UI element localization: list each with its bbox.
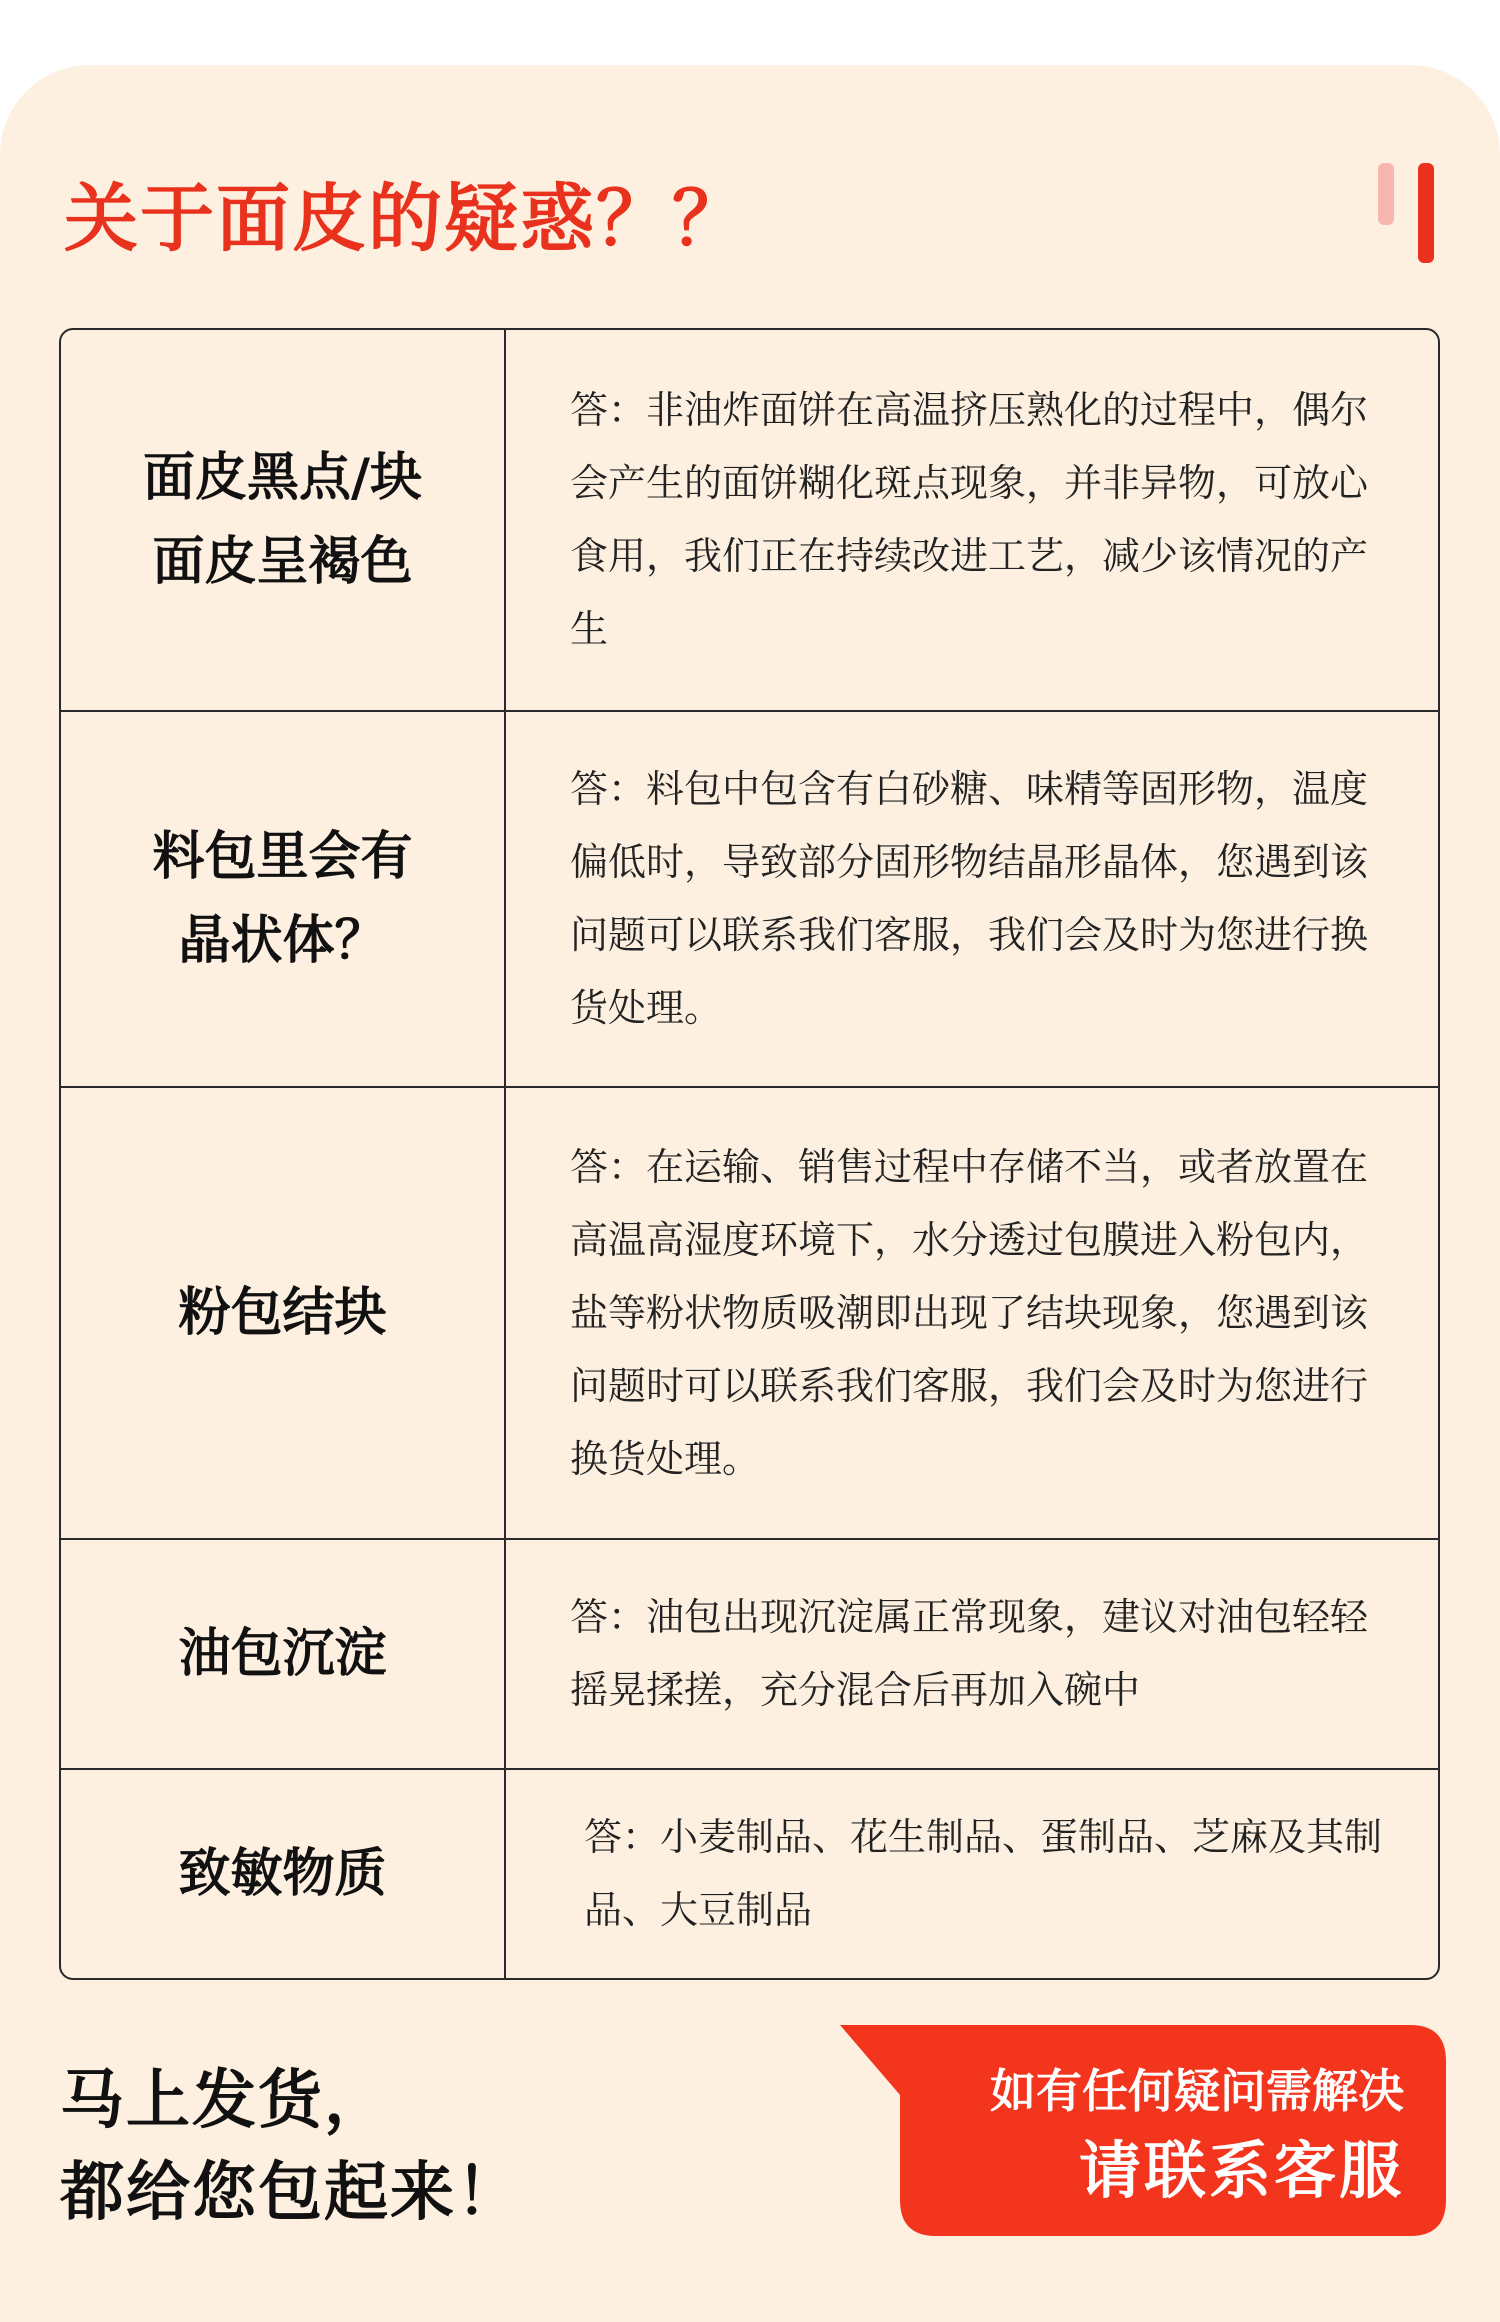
faq-row xyxy=(61,710,1438,1086)
page-title: 关于面皮的疑惑？？ xyxy=(64,176,748,262)
contact-prompt-text: 如有任何疑问需解决 xyxy=(990,2064,1404,2118)
faq-question-line: 油包沉淀 xyxy=(178,1624,387,1684)
faq-answer: 答：油包出现沉淀属正常现象，建议对油包轻轻摇晃揉搓，充分混合后再加入碗中 xyxy=(506,1538,1438,1768)
decorative-bar-dark xyxy=(1418,163,1434,263)
faq-answer: 答：非油炸面饼在高温挤压熟化的过程中，偶尔会产生的面饼糊化斑点现象，并非异物，可放心食用，我们正在持续改进工艺，减少该情况的产生 xyxy=(570,388,1369,651)
faq-question-line: 晶状体？ xyxy=(178,911,387,971)
decorative-bar-light xyxy=(1378,163,1394,225)
faq-answer: 答：料包中包含有白砂糖、味精等固形物，温度偏低时，导致部分固形物结晶形晶体，您遇到该问题可以联系我们客服，我们会及时为您进行换货处理。 xyxy=(506,710,1438,1086)
faq-answer: 答：小麦制品、花生制品、蛋制品、芝麻及其制品、大豆制品 xyxy=(506,1768,1438,1978)
faq-question xyxy=(61,330,506,710)
faq-question-line: 面皮黑点/块 xyxy=(143,448,422,508)
faq-question xyxy=(61,710,506,1086)
faq-question-line: 粉包结块 xyxy=(178,1283,387,1343)
faq-row xyxy=(61,1538,1438,1768)
faq-question-line: 料包里会有 xyxy=(152,827,413,887)
faq-question xyxy=(61,1538,506,1768)
contact-service-text: 请联系客服 xyxy=(1078,2134,1404,2207)
faq-question xyxy=(61,1768,506,1978)
faq-row xyxy=(61,330,1438,710)
faq-answer: 答：在运输、销售过程中存储不当，或者放置在高温高湿度环境下，水分透过包膜进入粉包内，盐等粉状物质吸潮即出现了结块现象，您遇到该问题时可以联系我们客服，我们会及时为您进行换货处理。 xyxy=(506,1086,1438,1538)
faq-question xyxy=(61,1086,506,1538)
faq-question-line: 致敏物质 xyxy=(178,1844,387,1904)
faq-row xyxy=(61,1768,1438,1978)
slogan xyxy=(60,2055,522,2239)
faq-row xyxy=(61,1086,1438,1538)
slogan-line: 都给您包起来！ xyxy=(60,2156,522,2230)
slogan-line: 马上发货， xyxy=(60,2064,390,2138)
faq-question-line: 面皮呈褐色 xyxy=(152,532,413,592)
faq-table xyxy=(59,328,1440,1980)
contact-service-button[interactable] xyxy=(840,2025,1446,2241)
